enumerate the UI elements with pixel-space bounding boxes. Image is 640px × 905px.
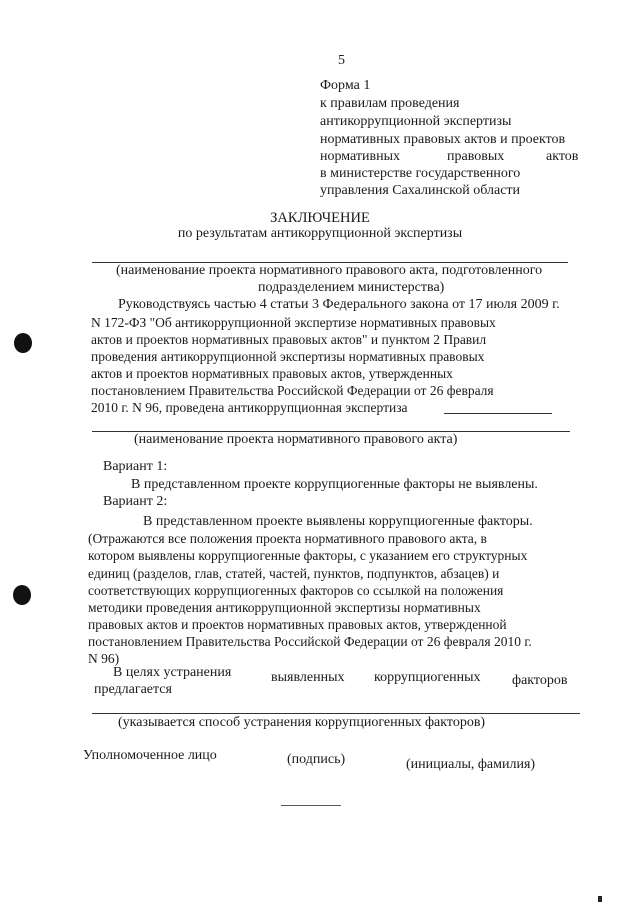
document-title: ЗАКЛЮЧЕНИЕ [270,210,370,226]
form-line: Форма 1 [320,78,371,93]
paragraph-line: Руководствуясь частью 4 статьи 3 Федерального закона от 17 июля 2009 г. [118,297,560,312]
paragraph-line: проведения антикоррупционной экспертизы нормативных правовых [91,349,485,364]
name-field: (инициалы, фамилия) [406,757,536,772]
paragraph-line: В представленном проекте выявлены коррупциогенные факторы. [143,514,533,529]
form-line: антикоррупционной экспертизы [320,114,512,129]
paragraph-line: В целях устранения [113,665,232,680]
paragraph-line: N 96) [88,651,120,666]
paragraph-line: постановлением Правительства Российской Федерации от 26 февраля 2010 г. [88,634,532,649]
paragraph-line: соответствующих коррупциогенных факторов со ссылкой на положения [88,583,504,598]
variant-label: Вариант 1: [103,459,168,474]
paragraph-line: 2010 г. N 96, проведена антикоррупционная экспертиза [91,400,408,415]
paragraph-line: (Отражаются все положения проекта нормативного правового акта, в [88,531,487,546]
scan-speck [598,896,602,902]
paragraph-line: предлагается [94,682,172,697]
paragraph-line: актов и проектов нормативных правовых актов, утвержденных [91,366,453,381]
punch-hole [14,333,32,353]
paragraph-line: правовых актов и проектов нормативных правовых актов, утвержденной [88,617,507,632]
paragraph-line: актов и проектов нормативных правовых актов" и пунктом 2 Правил [91,332,487,347]
punch-hole [13,585,31,605]
form-line: нормативных правовых актов и проектов [320,132,566,147]
paragraph-line: коррупциогенных [374,670,481,685]
caption: (наименование проекта нормативного правового акта) [134,432,458,447]
form-line: нормативных [320,149,401,164]
blank-line [92,713,580,714]
caption: (указывается способ устранения коррупциогенных факторов) [118,715,486,730]
form-line: управления Сахалинской области [320,183,521,198]
variant-text: В представленном проекте коррупциогенные факторы не выявлены. [131,477,538,492]
paragraph-line: выявленных [271,670,345,685]
divider [281,805,341,806]
paragraph-line: постановлением Правительства Российской Федерации от 26 февраля [91,383,494,398]
caption: (наименование проекта нормативного правового акта, подготовленного [116,263,543,278]
form-line: правовых [447,149,505,164]
signature-label: Уполномоченное лицо [83,748,217,763]
form-line: к правилам проведения [320,96,460,111]
document-subtitle: по результатам антикоррупционной экспертизы [177,226,463,241]
paragraph-line: N 172-ФЗ "Об антикоррупционной экспертизе нормативных правовых [91,315,496,330]
form-line: актов [546,149,579,164]
caption: подразделением министерства) [258,280,445,295]
paragraph-line: котором выявлены коррупциогенные факторы, с указанием его структурных [88,548,528,563]
blank-line [444,413,552,414]
paragraph-line: методики проведения антикоррупционной экспертизы нормативных [88,600,481,615]
signature-field: (подпись) [287,752,346,767]
variant-label: Вариант 2: [103,494,168,509]
form-line: в министерстве государственного [320,166,521,181]
paragraph-line: единиц (разделов, глав, статей, частей, пунктов, подпунктов, абзацев) и [88,566,500,581]
paragraph-line: факторов [512,673,568,688]
page-number: 5 [338,53,345,68]
